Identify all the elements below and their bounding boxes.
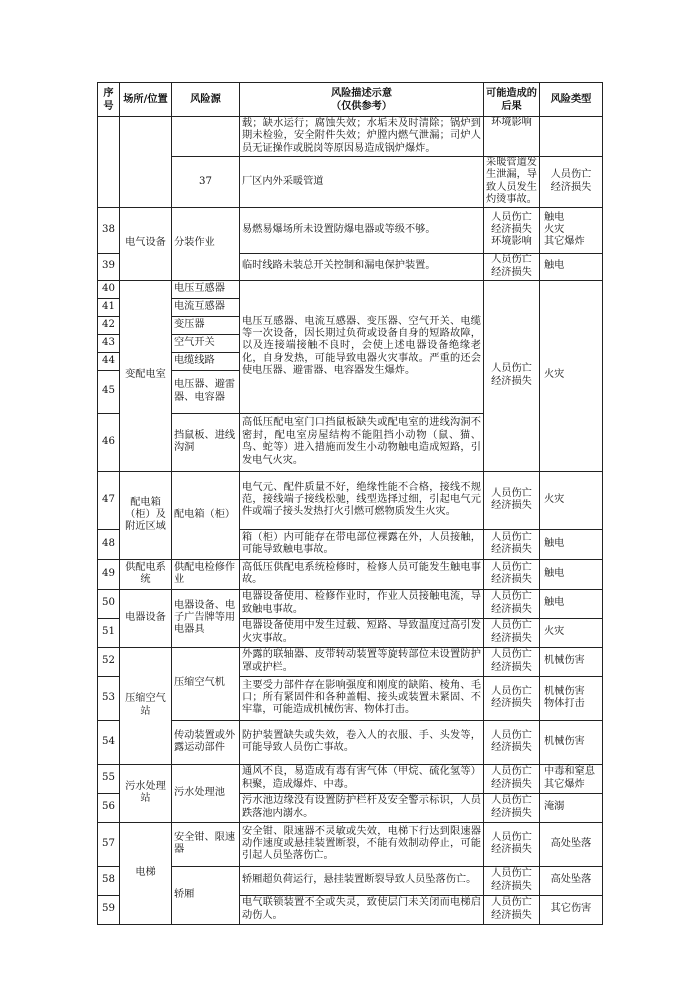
row-no: 52: [98, 647, 120, 676]
row-type: 触电: [540, 253, 603, 280]
row-desc: 污水池边缘没有设置防护栏杆及安全警示标识，人员跌落池内溺水。: [240, 793, 484, 822]
row-location: 压缩空气站: [120, 647, 172, 764]
table-row: [98, 157, 603, 208]
table-row: [98, 471, 603, 529]
row-source: 配电箱（柜）: [172, 471, 240, 559]
row-type: 触电: [540, 559, 603, 589]
table-row: [98, 207, 603, 253]
row-no: 48: [98, 529, 120, 559]
row-result: 人员伤亡 经济损失: [484, 647, 540, 676]
row-no: 39: [98, 253, 120, 280]
header-location: 场所/位置: [120, 83, 172, 117]
row-source: 厂区内外采暖管道: [240, 157, 484, 208]
row-type: 中毒和窒息 其它爆炸: [540, 764, 603, 793]
row-source: 电压互感器: [172, 280, 240, 298]
row-desc: 通风不良，易造成有毒有害气体（甲烷、硫化氢等）积聚，造成爆炸、中毒。: [240, 764, 484, 793]
row-no: 50: [98, 589, 120, 618]
row-no: 46: [98, 413, 120, 471]
row-source: 变压器: [172, 316, 240, 334]
row-desc: 易燃易爆场所未设置防爆电器或等级不够。: [240, 207, 484, 253]
row-result: 人员伤亡 经济损失: [484, 720, 540, 764]
row-desc: 箱（柜）内可能存在带电部位裸露在外，人员接触，可能导致触电事故。: [240, 529, 484, 559]
row-location: 变配电室: [120, 280, 172, 471]
row-source: 供配电检修作业: [172, 559, 240, 589]
row-type: 机械伤害: [540, 720, 603, 764]
row-type: 高处坠落: [540, 866, 603, 895]
row-result: 人员伤亡 经济损失: [484, 764, 540, 793]
row-result: 人员伤亡 经济损失: [484, 793, 540, 822]
row-no: 55: [98, 764, 120, 793]
row-location: 供配电系统: [120, 559, 172, 589]
row-location: 电气设备: [120, 207, 172, 280]
table-row: [98, 764, 603, 793]
row-result: 人员伤亡 经济损失: [484, 559, 540, 589]
row-result: 人员伤亡 经济损失: [484, 589, 540, 618]
row-type: 机械伤害 物体打击: [540, 676, 603, 720]
row-desc: 电气元、配件质量不好，绝缘性能不合格，接线不规范，接线端子接线松驰，线型选择过细，引起电气元件或端子接头发热打火引燃可燃物质发生火灾。: [240, 471, 484, 529]
header-row: [98, 83, 603, 117]
row-result: 人员伤亡 经济损失: [484, 895, 540, 924]
row-no: 38: [98, 207, 120, 253]
row-desc: 防护装置缺失或失效，卷入人的衣服、手、头发等，可能导致人员伤亡事故。: [240, 720, 484, 764]
row-no: 49: [98, 559, 120, 589]
row-desc: 载；缺水运行；腐蚀失效；水垢未及时清除；锅炉到期未检验，安全附件失效；炉膛内燃气泄漏；司炉人员无证操作或脱岗等原因易造成锅炉爆炸。: [240, 117, 484, 157]
row-no: 53: [98, 676, 120, 720]
risk-table: [97, 82, 603, 925]
row-source: 挡鼠板、进线沟洞: [172, 413, 240, 471]
row-type: 火灾: [540, 280, 603, 471]
row-result: 环境影响: [484, 117, 540, 157]
row-source: 安全钳、限速器: [172, 822, 240, 866]
row-result: 人员伤亡 经济损失: [484, 471, 540, 529]
row-no: 45: [98, 370, 120, 413]
row-desc: 高低压配电室门口挡鼠板缺失或配电室的进线沟洞不密封，配电室房屋结构不能阻挡小动物（鼠、猫、鸟、蛇等）进入措施而发生小动物触电造成短路，引发电气火灾。: [240, 413, 484, 471]
row-no: 51: [98, 618, 120, 647]
row-desc: 电压互感器、电流互感器、变压器、空气开关、电缆等一次设备，因长期过负荷或设备自身的短路故障，以及连接端接触不良时，会使上述电器设备绝缘老化，自身发热，可能导致电器火灾事故。严重的还会使电压器、避雷器、电容器发生爆炸。: [240, 280, 484, 413]
row-no: 57: [98, 822, 120, 866]
row-source: 空气开关: [172, 334, 240, 352]
row-no: 54: [98, 720, 120, 764]
row-type: 机械伤害: [540, 647, 603, 676]
row-source: 电器设备、电子广告牌等用电器具: [172, 589, 240, 647]
row-no: 44: [98, 352, 120, 370]
row-desc: 轿厢超负荷运行，悬挂装置断裂导致人员坠落伤亡。: [240, 866, 484, 895]
row-result: 人员伤亡 经济损失: [540, 157, 603, 208]
row-source: 电缆线路: [172, 352, 240, 370]
header-result: 可能造成的后果: [484, 83, 540, 117]
header-type: 风险类型: [540, 83, 603, 117]
row-location: 污水处理站: [120, 764, 172, 822]
row-desc: 电气联锁装置不全或失灵，致使层门未关闭而电梯启动伤人。: [240, 895, 484, 924]
row-result: 人员伤亡 经济损失: [484, 822, 540, 866]
row-type: 淹溺: [540, 793, 603, 822]
row-no: 41: [98, 298, 120, 316]
row-result: 人员伤亡 经济损失: [484, 253, 540, 280]
table-row: [98, 117, 603, 157]
row-no: 56: [98, 793, 120, 822]
row-type: 火灾: [540, 471, 603, 529]
table-row: [98, 720, 603, 764]
row-desc: 临时线路未装总开关控制和漏电保护装置。: [240, 253, 484, 280]
row-result: 人员伤亡 经济损失: [484, 529, 540, 559]
row-location: 电梯: [120, 822, 172, 924]
table-row: [98, 280, 603, 298]
row-desc: 采暖管道发生泄漏，导致人员发生灼烫事故。: [484, 157, 540, 208]
row-location: 配电箱（柜）及附近区域: [120, 471, 172, 559]
row-source: 分装作业: [172, 207, 240, 280]
row-result: 人员伤亡 经济损失: [484, 618, 540, 647]
row-no: 37: [172, 157, 240, 208]
row-source: 电流互感器: [172, 298, 240, 316]
row-desc: 安全钳、限速器不灵敏或失效，电梯下行达到限速器动作速度或悬挂装置断裂，不能有效制动停止，可能引起人员坠落伤亡。: [240, 822, 484, 866]
row-type: 触电: [540, 529, 603, 559]
row-desc: 电器设备使用、检修作业时，作业人员接触电流，导致触电事故。: [240, 589, 484, 618]
row-type: 火灾: [540, 618, 603, 647]
header-no: 序号: [98, 83, 120, 117]
row-no: 42: [98, 316, 120, 334]
row-no: 40: [98, 280, 120, 298]
row-desc: 高低压供配电系统检修时，检修人员可能发生触电事故。: [240, 559, 484, 589]
row-type: 高处坠落: [540, 822, 603, 866]
table-row: [98, 589, 603, 618]
header-description: [240, 83, 484, 117]
row-result: 人员伤亡 经济损失 环境影响: [484, 207, 540, 253]
row-location: 电器设备: [120, 589, 172, 647]
header-desc-line2: （仅供参考）: [330, 99, 393, 112]
row-source: 污水处理池: [172, 764, 240, 822]
table-row: [98, 559, 603, 589]
row-source: 轿厢: [172, 866, 240, 924]
row-no: 58: [98, 866, 120, 895]
table-row: [98, 822, 603, 866]
row-desc: 外露的联轴器、皮带转动装置等旋转部位未设置防护罩或护栏。: [240, 647, 484, 676]
row-no: 47: [98, 471, 120, 529]
row-desc: 主要受力部件存在影响强度和刚度的缺陷、棱角、毛口；所有紧固件和各种盖帽、接头或装置未紧固、不牢靠，可能造成机械伤害、物体打击。: [240, 676, 484, 720]
row-result: 人员伤亡 经济损失: [484, 280, 540, 471]
row-source: 电压器、避雷器、电容器: [172, 370, 240, 413]
row-result: 人员伤亡 经济损失: [484, 866, 540, 895]
row-type: 触电 火灾 其它爆炸: [540, 207, 603, 253]
row-no: 59: [98, 895, 120, 924]
row-type: 其它伤害: [540, 895, 603, 924]
row-desc: 电器设备使用中发生过载、短路、导致温度过高引发火灾事故。: [240, 618, 484, 647]
row-source: 传动装置或外露运动部件: [172, 720, 240, 764]
row-no: 43: [98, 334, 120, 352]
row-source: 压缩空气机: [172, 647, 240, 720]
table-row: [98, 866, 603, 895]
row-type: 触电: [540, 589, 603, 618]
row-result: 人员伤亡 经济损失: [484, 676, 540, 720]
header-source: 风险源: [172, 83, 240, 117]
header-desc-line1: 风险描述示意: [330, 87, 393, 100]
table-row: [98, 647, 603, 676]
